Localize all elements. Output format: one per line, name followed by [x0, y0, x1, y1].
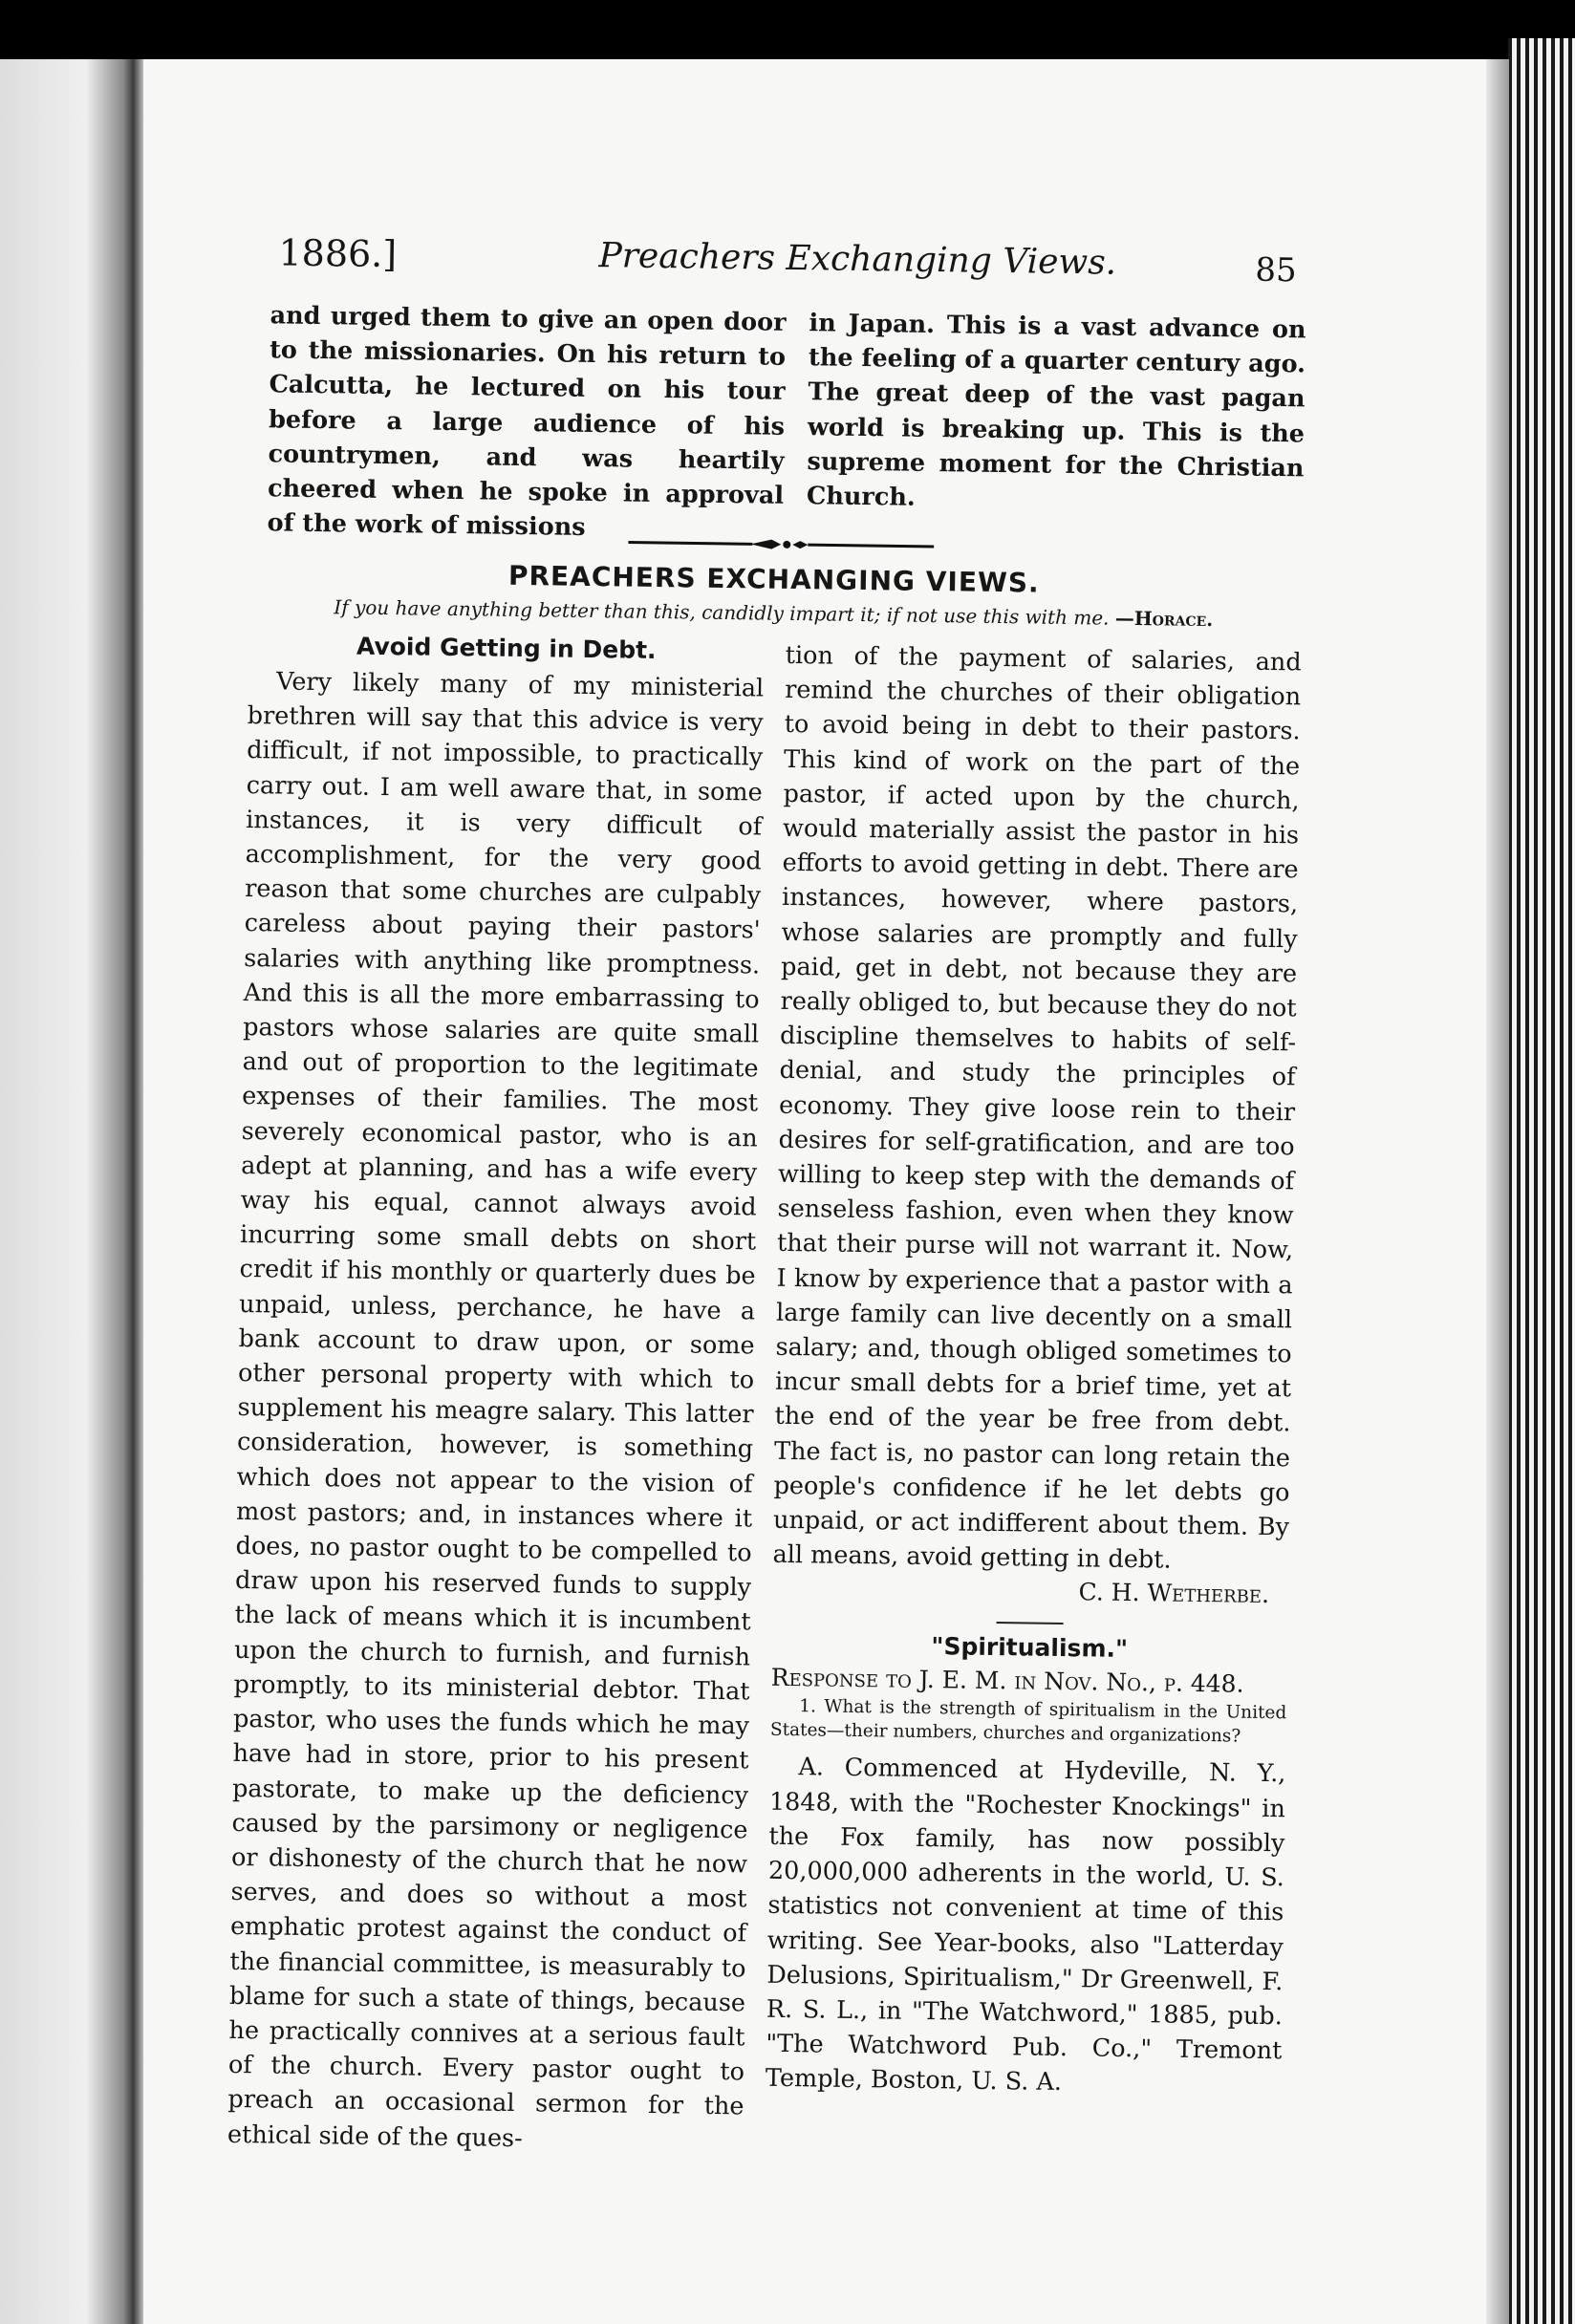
section-title: PREACHERS EXCHANGING VIEWS. — [507, 559, 1040, 599]
page-edge-shadow — [1486, 59, 1509, 2324]
header-year: 1886.] — [278, 231, 398, 276]
binding-gutter — [0, 59, 143, 2324]
article-body-right: tion of the payment of salaries, and remind the churches of their obligation to avoid being in debt to their pastors. This kind of work on the part of the pastor, if acted upon by the church, would materially assist the pastor in his efforts to avoid getting in debt. There are instances, however, where pastors, whose salaries are promptly and fully paid, get in debt, not because they are really obliged to, but because they do not discipline themselves to habits of self-denial, and study the principles of economy. They give loose rein to their desires for self-gratification, and are too willing to keep step with the demands of senseless fashion, even when they know that their purse will not warrant it. Now, I know by experience that a pastor with a large family can live decently on a small salary; and, though obliged sometimes to incur small debts for a brief time, yet at the end of the year be free from debt. The fact is, no pastor can long retain the people's confidence if he let debts go unpaid, or act indifferent about them. By all means, avoid getting in debt. — [772, 640, 1302, 1575]
article-heading-debt: Avoid Getting in Debt. — [356, 632, 657, 664]
article-signature: C. H. Wetherbe. — [1078, 1578, 1270, 1609]
running-header — [249, 220, 1307, 301]
page-number: 85 — [1255, 250, 1297, 290]
short-rule — [997, 1623, 1064, 1625]
page-content — [223, 220, 1307, 2241]
main-right-column — [766, 638, 1302, 2103]
article-body-left: Very likely many of my ministerial brethren will say that this advice is very difficult, if not impossible, to practically carry out. I am well aware that, in some instances, it is very difficult of accomplishment, for the very good reason that some churches are culpably careless about paying their pastors' salaries with anything like promptness. And this is all the more embarrassing to pastors whose salaries are quite small and out of proportion to the legitimate expenses of their families. The most severely economical pastor, who is an adept at planning, and has a wife every way his equal, cannot always avoid incurring some small debts on short credit if his monthly or quarterly dues be unpaid, unless, perchance, he have a bank account to draw upon, or some other personal property with which to supplement his meagre salary. This latter consideration, however, is something which does not appear to the vision of most pastors; and, in instances where it does, no pastor ought to be compelled to draw upon his reserved funds to supply the lack of means which it is incumbent upon the church to furnish, and furnish promptly, to its ministerial debtor. That pastor, who uses the funds which he may have had in store, prior to his present pastorate, to make up the deficiency caused by the parsimony or negligence or dishonesty of the church that he now serves, and does so without a most emphatic protest against the conduct of the financial committee, is measurably to blame for such a state of things, because he practically connives at a serious fault of the church. Every pastor ought to preach an occasional sermon for the ethical side of the ques- — [227, 667, 765, 2153]
epigraph-text: If you have anything better than this, candidly impart it; if not use this with me. — [334, 595, 1110, 630]
question-text: 1. What is the strength of spiritualism in the United States—their numbers, churches and organizations? — [769, 1696, 1287, 1748]
top-right-column — [807, 306, 1306, 520]
top-right-paragraph: in Japan. This is a vast advance on the feeling of a quarter century ago. The great deep of the vast pagan world is breaking up. This is the supreme moment for the Christian Church. — [806, 309, 1306, 512]
running-title: Preachers Exchanging Views. — [598, 236, 1117, 283]
epigraph-author: —Horace. — [1114, 606, 1214, 632]
article-heading-spiritualism: "Spiritualism." — [931, 1632, 1129, 1664]
response-line: Response to J. E. M. in Nov. No., p. 448. — [770, 1664, 1244, 1699]
main-left-column — [227, 631, 765, 2159]
top-left-paragraph: and urged them to give an open door to the missionaries. On his return to Calcutta, he lectured on his tour before a large audience of his countrymen, and was heartily cheered when he spoke in approval of the work of missions — [267, 301, 787, 543]
ornamental-divider — [628, 533, 934, 556]
page-stack-edge — [1508, 38, 1575, 2324]
answer-text: A. Commenced at Hydeville, N. Y., 1848, with the "Rochester Knockings" in the Fox family, has now possibly 20,000,000 adherents in the world, U. S. statistics not convenient at time of this writing. See Year-books, also "Latterday Delusions, Spiritualism," Dr Greenwell, F. R. S. L., in "The Watchword," 1885, pub. "The Watchword Pub. Co.," Tremont Temple, Boston, U. S. A. — [765, 1753, 1286, 2098]
top-left-column — [267, 298, 786, 548]
